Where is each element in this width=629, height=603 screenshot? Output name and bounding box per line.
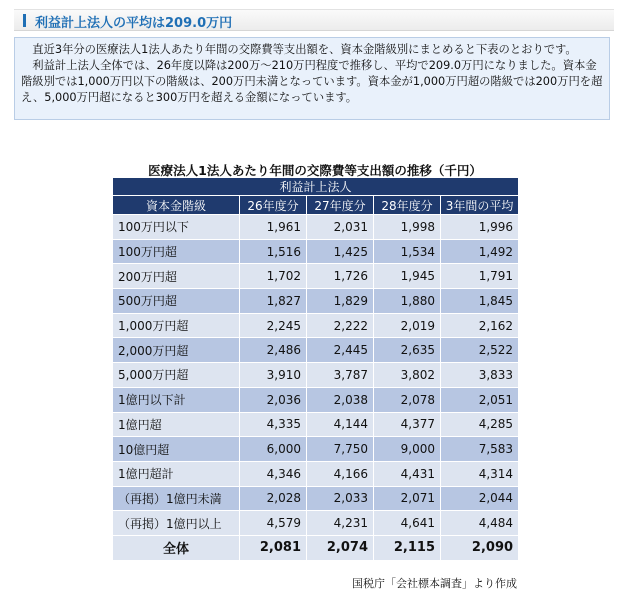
cell-value: 2,635 — [374, 338, 441, 363]
col-header-capital-class: 資本金階級 — [113, 196, 240, 215]
cell-value: 9,000 — [374, 437, 441, 462]
table-row — [113, 239, 519, 264]
cell-value: 2,222 — [307, 313, 374, 338]
cell-value: 2,486 — [240, 338, 307, 363]
cell-value: 1,702 — [240, 264, 307, 289]
total-value: 2,081 — [240, 535, 307, 560]
table-row — [113, 461, 519, 486]
cell-value: 2,044 — [441, 486, 519, 511]
row-label: 1億円超 — [113, 412, 240, 437]
cell-value: 2,033 — [307, 486, 374, 511]
col-header-fy28: 28年度分 — [374, 196, 441, 215]
col-header-fy26: 26年度分 — [240, 196, 307, 215]
cell-value: 2,071 — [374, 486, 441, 511]
section-title: 利益計上法人の平均は209.0万円 — [35, 16, 233, 31]
cell-value: 2,028 — [240, 486, 307, 511]
table-row — [113, 215, 519, 240]
col-header-fy27: 27年度分 — [307, 196, 374, 215]
cell-value: 1,945 — [374, 264, 441, 289]
cell-value: 4,335 — [240, 412, 307, 437]
col-header-3yr-average: 3年間の平均 — [441, 196, 519, 215]
table-row — [113, 313, 519, 338]
cell-value: 3,802 — [374, 363, 441, 388]
cell-value: 3,833 — [441, 363, 519, 388]
row-label: 10億円超 — [113, 437, 240, 462]
row-label: 500万円超 — [113, 289, 240, 314]
row-label: 200万円超 — [113, 264, 240, 289]
cell-value: 4,144 — [307, 412, 374, 437]
cell-value: 1,827 — [240, 289, 307, 314]
cell-value: 2,019 — [374, 313, 441, 338]
total-value: 2,115 — [374, 535, 441, 560]
row-label: 5,000万円超 — [113, 363, 240, 388]
total-value: 2,074 — [307, 535, 374, 560]
cell-value: 2,162 — [441, 313, 519, 338]
total-label: 全体 — [113, 535, 240, 560]
cell-value: 1,791 — [441, 264, 519, 289]
row-label: 1億円超計 — [113, 461, 240, 486]
table-title: 医療法人1法人あたり年間の交際費等支出額の推移（千円） — [148, 163, 482, 178]
row-label: 100万円超 — [113, 239, 240, 264]
table-row — [113, 486, 519, 511]
cell-value: 2,031 — [307, 215, 374, 240]
cell-value: 4,641 — [374, 511, 441, 536]
cell-value: 4,166 — [307, 461, 374, 486]
total-row — [113, 535, 519, 560]
cell-value: 2,051 — [441, 387, 519, 412]
expense-table — [112, 177, 519, 561]
cell-value: 2,038 — [307, 387, 374, 412]
cell-value: 2,445 — [307, 338, 374, 363]
group-header: 利益計上法人 — [113, 178, 519, 196]
cell-value: 4,579 — [240, 511, 307, 536]
cell-value: 6,000 — [240, 437, 307, 462]
row-label: 100万円以下 — [113, 215, 240, 240]
cell-value: 2,036 — [240, 387, 307, 412]
cell-value: 3,910 — [240, 363, 307, 388]
cell-value: 4,285 — [441, 412, 519, 437]
cell-value: 4,314 — [441, 461, 519, 486]
cell-value: 1,880 — [374, 289, 441, 314]
cell-value: 1,845 — [441, 289, 519, 314]
row-label: （再掲）1億円未満 — [113, 486, 240, 511]
cell-value: 1,998 — [374, 215, 441, 240]
source-note: 国税庁「会社標本調査」より作成 — [352, 577, 517, 590]
cell-value: 1,996 — [441, 215, 519, 240]
table-row — [113, 289, 519, 314]
table-row — [113, 363, 519, 388]
cell-value: 4,484 — [441, 511, 519, 536]
table-row — [113, 511, 519, 536]
cell-value: 2,245 — [240, 313, 307, 338]
cell-value: 1,534 — [374, 239, 441, 264]
cell-value: 1,961 — [240, 215, 307, 240]
cell-value: 1,726 — [307, 264, 374, 289]
table-row — [113, 387, 519, 412]
row-label: 2,000万円超 — [113, 338, 240, 363]
row-label: 1,000万円超 — [113, 313, 240, 338]
table-row — [113, 338, 519, 363]
cell-value: 4,231 — [307, 511, 374, 536]
total-value: 2,090 — [441, 535, 519, 560]
row-label: （再掲）1億円以上 — [113, 511, 240, 536]
cell-value: 7,583 — [441, 437, 519, 462]
cell-value: 1,492 — [441, 239, 519, 264]
cell-value: 1,425 — [307, 239, 374, 264]
intro-paragraph-1: 直近3年分の医療法人1法人あたり年間の交際費等支出額を、資本金階級別にまとめると下表のとおりです。 — [32, 43, 577, 56]
cell-value: 4,377 — [374, 412, 441, 437]
cell-value: 3,787 — [307, 363, 374, 388]
table-row — [113, 264, 519, 289]
header-accent-bar — [23, 14, 26, 27]
table-row — [113, 412, 519, 437]
intro-text-box — [14, 37, 610, 120]
cell-value: 4,346 — [240, 461, 307, 486]
intro-paragraph-2: 利益計上法人全体では、26年度以降は200万～210万円程度で推移し、平均で209.0万円になりました。資本金階級別では1,000万円以下の階級は、200万円未満となっています。資本金が1,000万円超の階級では200万円を超え、5,000万円超になると300万円を超える金額になっています。 — [21, 59, 603, 104]
cell-value: 1,516 — [240, 239, 307, 264]
cell-value: 2,522 — [441, 338, 519, 363]
row-label: 1億円以下計 — [113, 387, 240, 412]
table-row — [113, 437, 519, 462]
cell-value: 7,750 — [307, 437, 374, 462]
cell-value: 2,078 — [374, 387, 441, 412]
section-header — [14, 9, 614, 31]
cell-value: 1,829 — [307, 289, 374, 314]
cell-value: 4,431 — [374, 461, 441, 486]
